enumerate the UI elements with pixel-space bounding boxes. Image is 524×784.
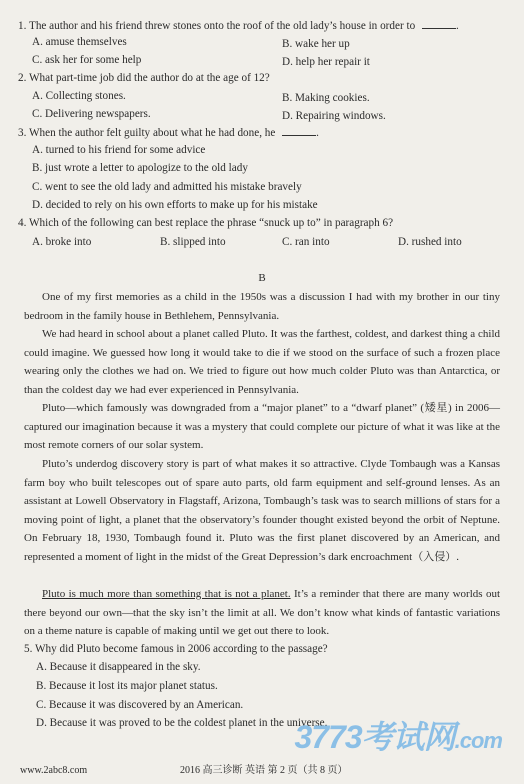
paragraph-text: Pluto’s underdog discovery story is part of what makes it so attractive. Clyde Tombaugh was a Kansas farm boy who built telescopes out of spare auto parts, old farm equipment and self-ground lenses. As an assistant at Lowell Observatory in Flagstaff, Arizona, Tombaugh’s task was to search millions of stars for a moving point of light, a planet that the observatory’s founder thought existed beyond the orbit of Neptune. On February 18, 1930, Tombaugh found it. Pluto was the first planet discovered by an American, and represented a moment of light in the midst of the Great Depression’s dark encroachment（入侵）. [24, 458, 500, 563]
question-2-option-c: C. Delivering newspapers. [32, 108, 151, 120]
passage-paragraph-3 [24, 399, 500, 455]
question-4-option-c: C. ran into [282, 236, 330, 248]
paragraph-text: Pluto—which famously was downgraded from a “major planet” to a “dwarf planet” (矮星) in 2006—captured our imagination because it was a mystery that could complete our picture of what it was like at the most remote corners of our solar system. [24, 402, 500, 452]
paragraph-text: It’s a reminder that there are many worlds out there beyond our own—that the sky isn’t the limit at all. We don’t know what kinds of fantastic variations on a theme nature is capable of making until we get out there to look. [24, 588, 500, 638]
answer-blank [422, 18, 456, 29]
watermark-text: 3773考试网 [294, 719, 455, 755]
footer-page-info: 2016 高三诊断 英语 第 2 页（共 8 页） [180, 765, 348, 776]
underlined-sentence: Pluto is much more than something that is not a planet. [42, 588, 291, 600]
question-5-option-c: C. Because it was discovered by an American. [36, 699, 244, 711]
footer-site: www.2abc8.com [20, 765, 88, 776]
question-1-option-b: B. wake her up [282, 38, 350, 50]
question-3-stem: 3. When the author felt guilty about what he had done, he . [18, 127, 319, 139]
question-3-text: 3. When the author felt guilty about what he had done, he [18, 127, 276, 139]
question-4-stem: 4. Which of the following can best replace the phrase “snuck up to” in paragraph 6? [18, 217, 394, 229]
question-4-option-a: A. broke into [32, 236, 92, 248]
question-2-option-d: D. Repairing windows. [282, 110, 386, 122]
question-5-stem: 5. Why did Pluto become famous in 2006 according to the passage? [24, 643, 328, 655]
question-2-option-b: B. Making cookies. [282, 92, 370, 104]
section-label: B [258, 272, 266, 284]
question-4-option-d: D. rushed into [398, 236, 462, 248]
question-1-text: 1. The author and his friend threw stones onto the roof of the old lady’s house in order to [18, 20, 416, 32]
passage-paragraph-5 [24, 585, 500, 641]
question-1-option-c: C. ask her for some help [32, 54, 142, 66]
answer-blank [282, 125, 316, 136]
question-2-option-a: A. Collecting stones. [32, 90, 126, 102]
passage-paragraph-1 [24, 288, 500, 325]
question-1-stem: 1. The author and his friend threw stones onto the roof of the old lady’s house in order to . [18, 20, 459, 32]
watermark-suffix: .com [454, 728, 502, 753]
question-4-option-b: B. slipped into [160, 236, 226, 248]
question-5-option-a: A. Because it disappeared in the sky. [36, 661, 201, 673]
paragraph-text: We had heard in school about a planet called Pluto. It was the farthest, coldest, and darkest thing a child could imagine. We guessed how long it would take to die if we stood on the surface of such a frozen place wearing only the clothes we had on. We tried to figure out how much colder Pluto was than Antarctica, or than the coldest day we had ever experienced in Pennsylvania. [24, 328, 500, 396]
question-3-option-c: C. went to see the old lady and admitted his mistake bravely [32, 181, 302, 193]
passage-paragraph-4 [24, 455, 500, 567]
question-3-option-a: A. turned to his friend for some advice [32, 144, 206, 156]
watermark-logo [294, 712, 502, 758]
question-1-option-d: D. help her repair it [282, 56, 370, 68]
question-5-option-d: D. Because it was proved to be the coldest planet in the universe. [36, 717, 328, 729]
question-2-stem: 2. What part-time job did the author do at the age of 12? [18, 72, 270, 84]
question-3-option-d: D. decided to rely on his own efforts to make up for his mistake [32, 199, 318, 211]
question-1-option-a: A. amuse themselves [32, 36, 127, 48]
question-5-option-b: B. Because it lost its major planet status. [36, 680, 218, 692]
paragraph-text: One of my first memories as a child in the 1950s was a discussion I had with my brother in our tiny bedroom in the family house in Bethlehem, Pennsylvania. [24, 291, 500, 322]
question-3-option-b: B. just wrote a letter to apologize to the old lady [32, 162, 248, 174]
passage-paragraph-2 [24, 325, 500, 399]
